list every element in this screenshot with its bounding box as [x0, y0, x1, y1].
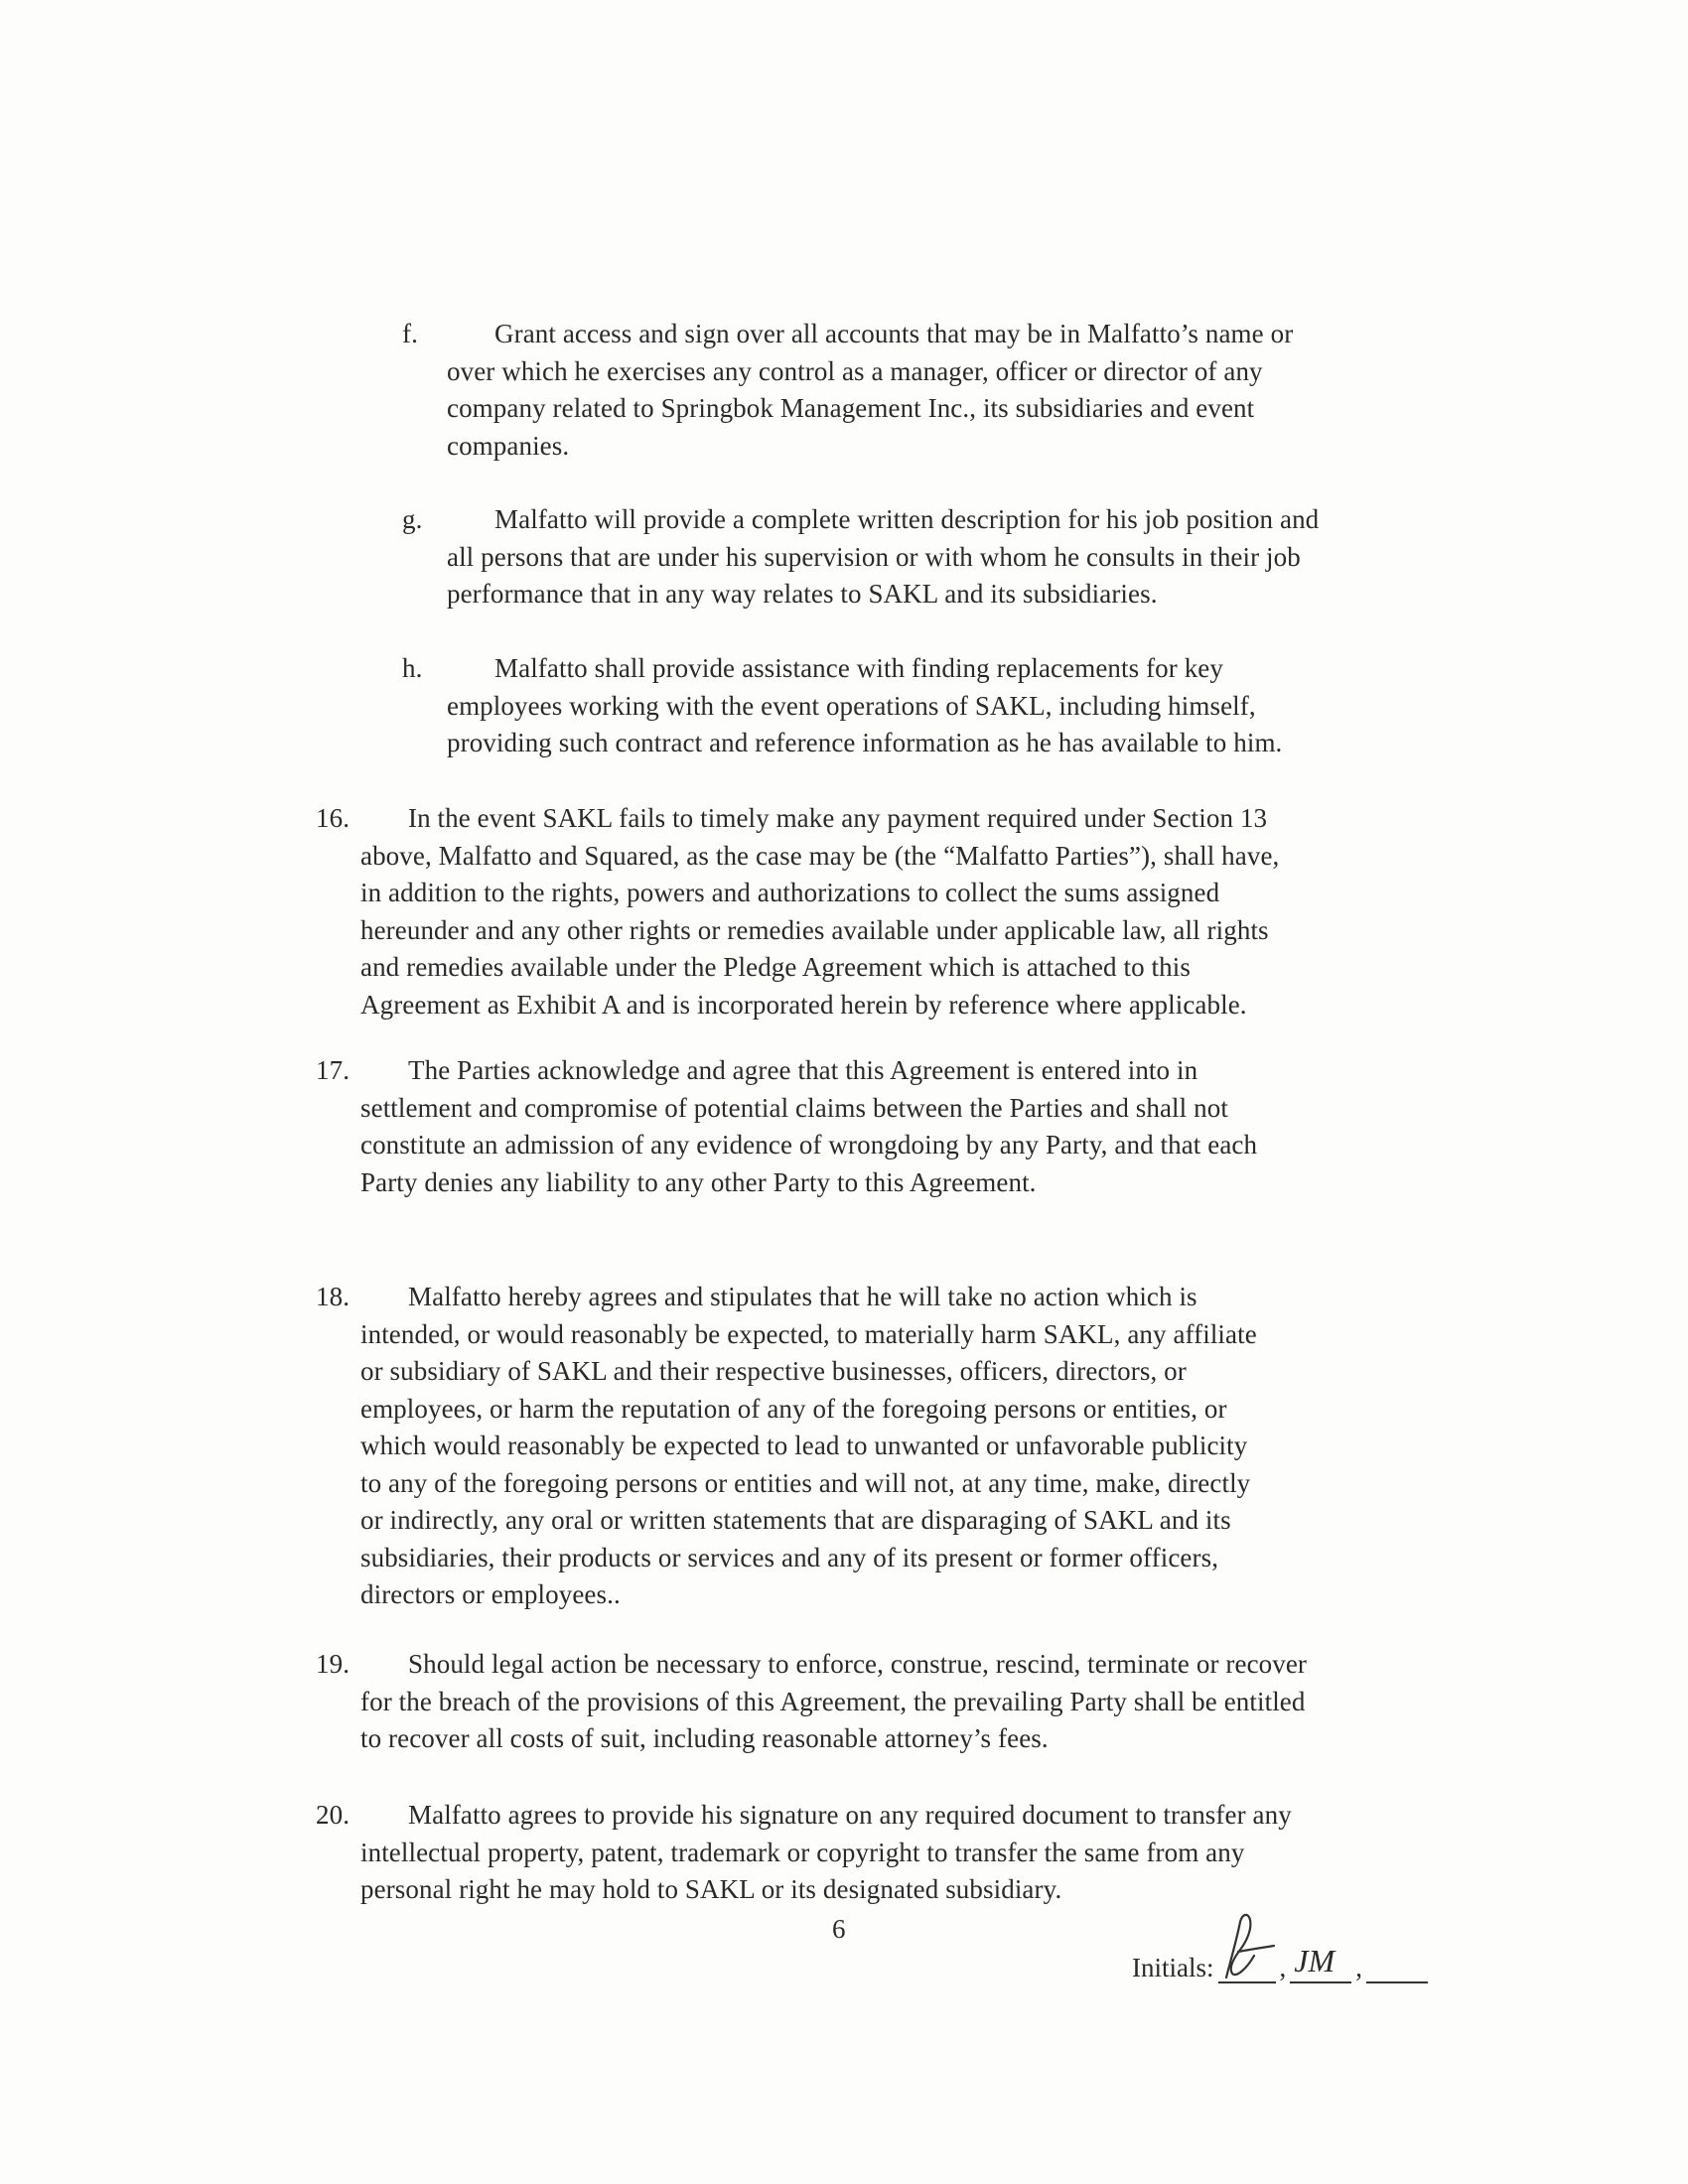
- text-line: personal right he may hold to SAKL or its designated subsidiary.: [360, 1874, 1062, 1904]
- text-line: In the event SAKL fails to timely make any payment required under Section 13: [408, 803, 1268, 833]
- text-line: above, Malfatto and Squared, as the case may be (the “Malfatto Parties”), shall have,: [360, 840, 1280, 871]
- text-line: all persons that are under his supervision or with whom he consults in their job: [447, 541, 1301, 572]
- text-line: and remedies available under the Pledge Agreement which is attached to this: [360, 952, 1191, 982]
- text-line: The Parties acknowledge and agree that this Agreement is entered into in: [408, 1055, 1198, 1085]
- text-line: to recover all costs of suit, including reasonable attorney’s fees.: [360, 1723, 1049, 1753]
- text-line: intended, or would reasonably be expected, to materially harm SAKL, any affiliate: [360, 1318, 1257, 1349]
- clause-text: [447, 501, 1420, 614]
- text-line: employees, or harm the reputation of any of the foregoing persons or entities, or: [360, 1393, 1227, 1424]
- text-line: for the breach of the provisions of this Agreement, the prevailing Party shall be entitled: [360, 1686, 1306, 1716]
- initials-separator: ,: [1279, 1953, 1287, 1982]
- section-number: 18.: [316, 1282, 351, 1311]
- text-line: Malfatto agrees to provide his signature on any required document to transfer any: [408, 1800, 1292, 1830]
- text-line: intellectual property, patent, trademark or copyright to transfer the same from any: [360, 1837, 1245, 1867]
- clause-text: [447, 650, 1420, 762]
- text-line: providing such contract and reference information as he has available to him.: [447, 728, 1283, 757]
- section-text: [360, 1052, 1413, 1201]
- text-line: Malfatto will provide a complete written description for his job position and: [494, 504, 1320, 534]
- initials-separator: ,: [1355, 1953, 1362, 1982]
- clause-label: h.: [402, 653, 423, 683]
- section-text: [360, 1646, 1413, 1758]
- text-line: in addition to the rights, powers and authorizations to collect the sums assigned: [360, 878, 1220, 907]
- initials-slot-1: [1218, 1936, 1276, 1983]
- text-line: Should legal action be necessary to enforce, construe, rescind, terminate or recover: [408, 1649, 1308, 1679]
- text-line: employees working with the event operations of SAKL, including himself,: [447, 690, 1256, 721]
- section-number: 19.: [316, 1649, 351, 1679]
- initials-slot-2: [1290, 1936, 1351, 1983]
- text-line: to any of the foregoing persons or entities and will not, at any time, make, directly: [360, 1467, 1251, 1498]
- section-number: 16.: [316, 803, 351, 833]
- clause-label: g.: [402, 504, 423, 534]
- text-line: Malfatto shall provide assistance with finding replacements for key: [494, 653, 1223, 683]
- initials-block: [1132, 1936, 1432, 1983]
- page-number: 6: [832, 1914, 846, 1944]
- text-line: hereunder and any other rights or remedies available under applicable law, all rights: [360, 914, 1269, 945]
- clause-text: [447, 316, 1420, 465]
- section-number: 20.: [316, 1800, 351, 1830]
- text-line: over which he exercises any control as a manager, officer or director of any: [447, 355, 1263, 386]
- text-line: subsidiaries, their products or services and any of its present or former officers,: [360, 1542, 1219, 1572]
- initials-jm: JM: [1294, 1943, 1336, 1979]
- text-line: directors or employees..: [360, 1579, 621, 1609]
- section-number: 17.: [316, 1055, 351, 1085]
- initials-label: Initials:: [1132, 1953, 1214, 1982]
- text-line: Grant access and sign over all accounts that may be in Malfatto’s name or: [494, 319, 1294, 348]
- text-line: constitute an admission of any evidence of wrongdoing by any Party, and that each: [360, 1130, 1258, 1160]
- text-line: Malfatto hereby agrees and stipulates that he will take no action which is: [408, 1282, 1197, 1311]
- handwritten-initial-icon: [1218, 1912, 1276, 1981]
- text-line: settlement and compromise of potential claims between the Parties and shall not: [360, 1092, 1228, 1123]
- text-line: Agreement as Exhibit A and is incorporated herein by reference where applicable.: [360, 989, 1247, 1020]
- section-text: [360, 800, 1413, 1024]
- text-line: companies.: [447, 430, 570, 461]
- clause-label: f.: [402, 319, 418, 348]
- section-text: [360, 1797, 1413, 1909]
- text-line: company related to Springbok Management Inc., its subsidiaries and event: [447, 393, 1255, 423]
- section-text: [360, 1279, 1413, 1614]
- text-line: performance that in any way relates to SAKL and its subsidiaries.: [447, 579, 1158, 609]
- initials-slot-3: [1366, 1936, 1428, 1983]
- text-line: which would reasonably be expected to lead to unwanted or unfavorable publicity: [360, 1431, 1248, 1460]
- text-line: Party denies any liability to any other Party to this Agreement.: [360, 1166, 1037, 1197]
- text-line: or indirectly, any oral or written statements that are disparaging of SAKL and its: [360, 1505, 1231, 1535]
- text-line: or subsidiary of SAKL and their respective businesses, officers, directors, or: [360, 1356, 1187, 1386]
